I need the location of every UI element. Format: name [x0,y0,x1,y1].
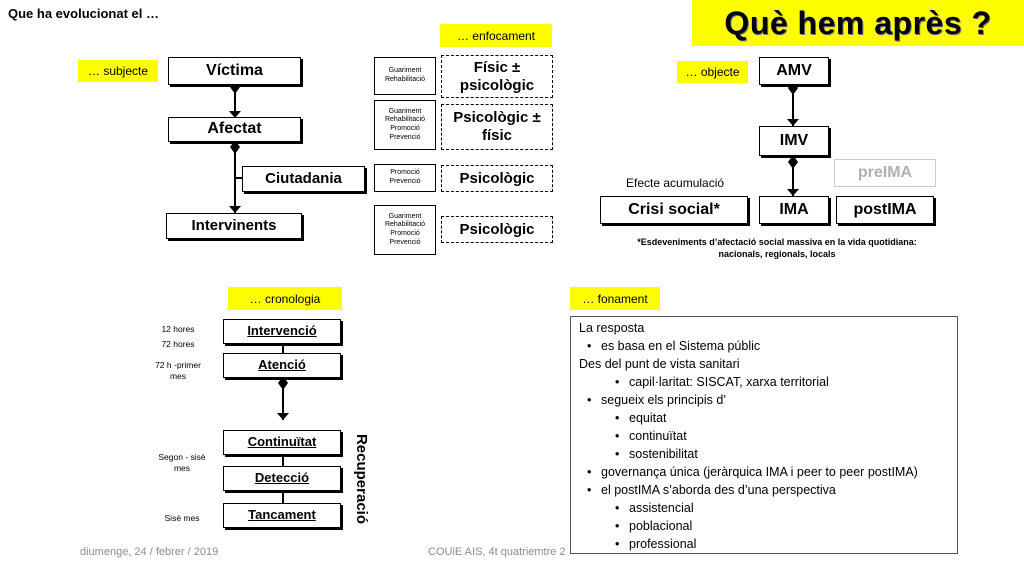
time-label: 72 h -primer mes [155,360,201,382]
basis-line: • es basa en el Sistema públic [579,337,957,355]
arrowhead-icon [787,119,799,126]
object-social-crisis: Crisi social* [600,196,748,224]
footer-date: diumenge, 24 / febrer / 2019 [80,546,219,558]
object-footnote: *Esdeveniments d’afectació social massiva en la vida quotidiana: nacionals, regionals, locals [637,237,917,259]
service-list: Guariment Rehabilitació [374,57,436,95]
arrowhead-icon [277,413,289,420]
service-list: Guariment Rehabilitació Promoció Prevenció [374,205,436,255]
basis-panel [570,316,958,554]
step-continuity: Continuïtat [223,430,341,455]
diamond-connector [788,155,798,169]
recovery-label: Recuperació [353,433,370,525]
arrowhead-icon [229,206,241,213]
focus-psychological: Psicològic [441,216,553,243]
object-ima: IMA [759,196,829,224]
focus-psychological: Psicològic ± físic [441,104,553,150]
subject-responders: Intervinents [166,213,302,239]
basis-line: Des del punt de vista sanitari [579,357,740,371]
basis-line: • equitat [579,409,957,427]
basis-line: • continuïtat [579,427,957,445]
subject-citizenship: Ciutadania [242,166,365,192]
page-title: Què hem après ? [692,0,1024,46]
arrowhead-icon [787,189,799,196]
step-attention: Atenció [223,353,341,378]
subject-victim: Víctima [168,57,301,85]
basis-line: • governança única (jeràrquica IMA i peer to peer postIMA) [579,463,957,481]
object-amv: AMV [759,57,829,85]
diamond-connector [230,140,240,154]
step-detection: Detecció [223,466,341,491]
subject-affected: Afectat [168,117,301,142]
focus-tag: … enfocament [440,24,552,47]
step-closure: Tancament [223,503,341,528]
time-label: Sisè mes [164,513,200,523]
chronology-tag: … cronologia [228,287,342,310]
accumulation-label: Efecte acumulació [626,176,725,190]
step-intervention: Intervenció [223,319,341,344]
basis-line: • professional [579,535,957,553]
service-list: Promoció Prevenció [374,164,436,192]
basis-list [579,319,957,553]
basis-tag: … fonament [570,287,660,310]
time-label: 12 hores [161,324,195,334]
object-imv: IMV [759,126,829,156]
object-preima: preIMA [834,159,936,187]
object-postima: postIMA [836,196,934,224]
basis-line: • capil·laritat: SISCAT, xarxa territorial [579,373,957,391]
time-label: Segon - sisè mes [158,452,206,474]
basis-line: • segueix els principis d’ [579,391,957,409]
subject-tag: … subjecte [78,60,158,82]
basis-line: • poblacional [579,517,957,535]
basis-line: • sostenibilitat [579,445,957,463]
focus-physical: Físic ± psicològic [441,55,553,98]
time-label: 72 hores [161,339,195,349]
footer-course: COUiE AIS, 4t quatriemtre 2 [428,546,566,558]
object-tag: … objecte [677,61,748,83]
section-title: Que ha evolucionat el … [8,6,159,21]
basis-line: La resposta [579,321,645,335]
basis-line: • el postIMA s’aborda des d’una perspectiva [579,481,957,499]
service-list: Guariment Rehabilitació Promoció Prevenció [374,100,436,150]
basis-line: • assistencial [579,499,957,517]
diamond-connector [278,376,288,390]
focus-psychological: Psicològic [441,165,553,192]
